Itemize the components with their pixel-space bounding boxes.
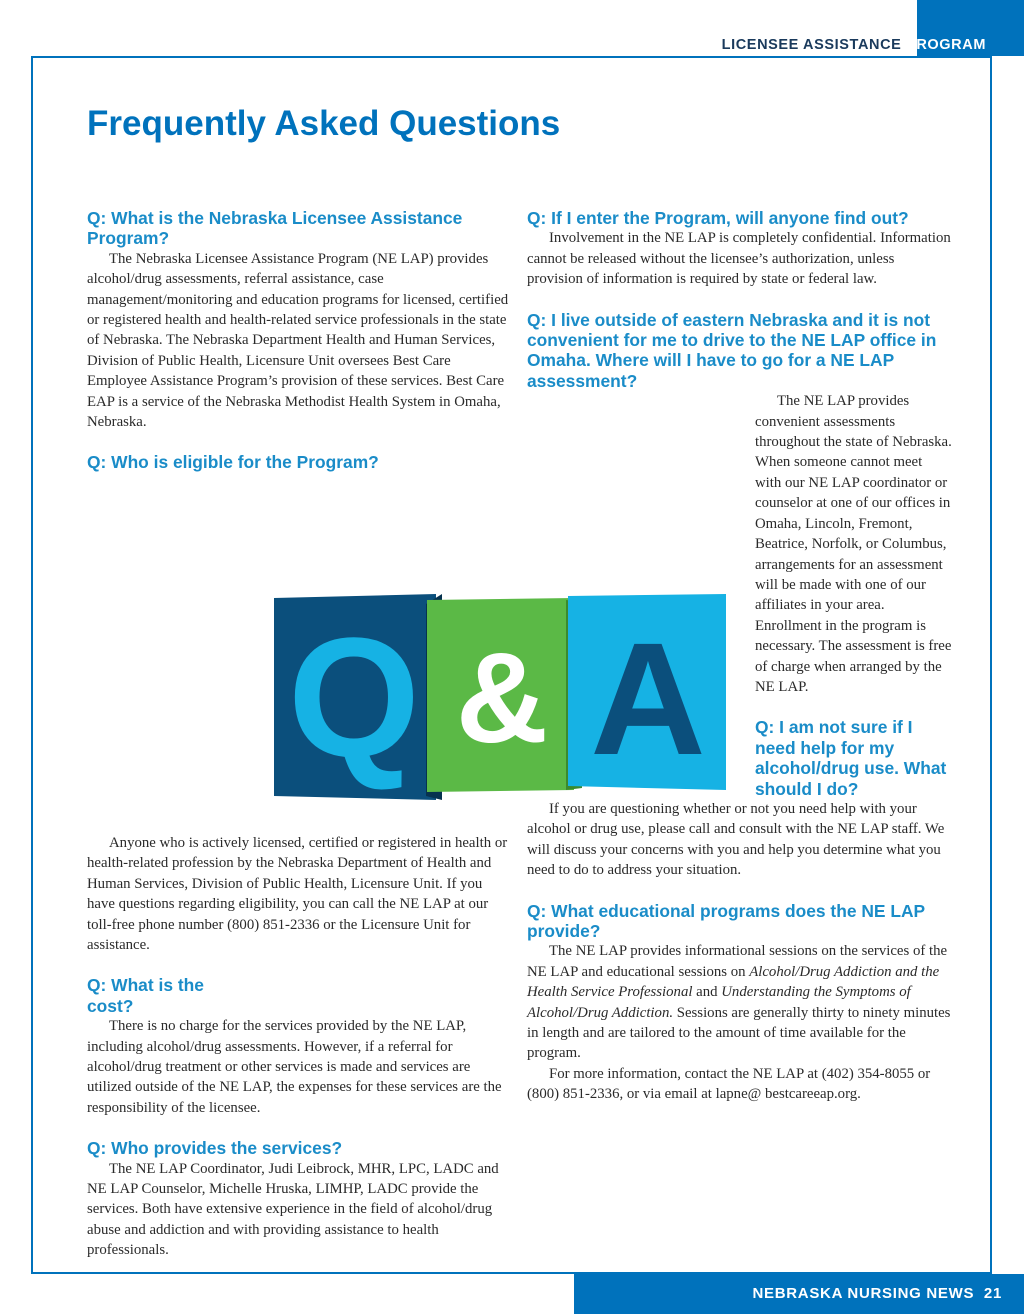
answer-what-is-program: The Nebraska Licensee Assistance Program (NE LAP) provides alcohol/drug assessments, referral assistance, case management/monitoring and education programs for licensed, certified or registered health and health-related service professionals in the state of Nebraska. The Nebraska Department Health and Human Services, Division of Public Health, Licensure Unit oversees Best Care Employee Assistance Program’s provision of these services. Best Care EAP is a service of the Nebraska Methodist Health System in Omaha, Nebraska. (87, 250, 509, 431)
question-what-is-program: Q: What is the Nebraska Licensee Assistance Program? (87, 208, 463, 249)
session-title-1: Alcohol/Drug Addiction and the Health Service Professional (527, 963, 940, 1001)
publication-name: NEBRASKA NURSING NEWS (752, 1285, 975, 1302)
ampersand-glyph: & (455, 627, 549, 770)
answer-who-provides: The NE LAP Coordinator, Judi Leibrock, MHR, LPC, LADC and NE LAP Counselor, Michelle Hruska, LIMHP, LADC provide the services. Both have extensive experience in the field of alcohol/drug abuse and addiction and with providing assistance to health professionals. (87, 1160, 499, 1259)
page-title: Frequently Asked Questions (87, 104, 561, 143)
section-header-main: LICENSEE ASSISTANCE (721, 37, 902, 53)
question-eligibility: Q: Who is eligible for the Program? (87, 452, 379, 473)
question-who-provides: Q: Who provides the services? (87, 1138, 343, 1159)
contact-info: For more information, contact the NE LAP at (402) 354-8055 or (800) 851-2336, or via email at lapne@ bestcareeap.org. (527, 1065, 931, 1103)
answer-educational-connector: and (696, 984, 718, 1001)
answer-outside-eastern-nebraska: The NE LAP provides convenient assessments throughout the state of Nebraska. When someone cannot meet with our NE LAP coordinator or counselor at one of our offices in Omaha, Lincoln, Fremont, Beatrice, Norfolk, or Columbus, arrangements for an assessment will be made with one of our affiliates in your area. Enrollment in the program is necessary. The assessment is free of charge when arranged by the NE LAP. (755, 393, 952, 695)
answer-cost: There is no charge for the services provided by the NE LAP, including alcohol/drug assessments. However, if a referral for alcohol/drug treatment or other services is made and services are utilized outside of the NE LAP, the expenses for these services are the responsibility of the licensee. (87, 1018, 502, 1116)
question-cost: Q: What is the cost? (87, 975, 204, 1016)
a-letter: A (590, 609, 706, 788)
question-outside-eastern-nebraska: Q: I live outside of eastern Nebraska and it is not convenient for me to drive to the NE LAP office in Omaha. Where will I have to go for a NE LAP assessment? (527, 309, 937, 391)
answer-not-sure-need-help: If you are questioning whether or not you need help with your alcohol or drug use, please call and consult with the NE LAP staff. We will discuss your concerns with you and help you determine what you need to do to address your situation. (527, 800, 945, 879)
question-not-sure-need-help: Q: I am not sure if I need help for my alcohol/drug use. What should I do? (755, 717, 947, 799)
question-educational-programs: Q: What educational programs does the NE LAP provide? (527, 900, 925, 941)
page-number: 21 (983, 1285, 1002, 1302)
answer-educational-programs (527, 941, 952, 1063)
answer-eligibility: Anyone who is actively licensed, certified or registered in health or health-related profession by the Nebraska Department of Health and Human Services, Division of Public Health, Licensure Unit. If you have questions regarding eligibility, you can call the NE LAP at our toll-free phone number (800) 851-2336 or the Licensure Unit for assistance. (87, 834, 508, 953)
footer-text (753, 1285, 1003, 1302)
question-anyone-find-out: Q: If I enter the Program, will anyone find out? (527, 208, 909, 228)
footer-bar (574, 1274, 1024, 1314)
answer-educational-end: Sessions are generally thirty to ninety minutes in length and are tailored to the amount of time available for the program. (527, 1004, 951, 1062)
q-and-a-graphic (274, 592, 730, 800)
section-header (722, 37, 986, 53)
answer-educational-intro: The NE LAP provides informational sessions on the services of the NE LAP and educational sessions on (527, 943, 948, 980)
q-letter: Q (287, 603, 421, 793)
session-title-2: Understanding the Symptoms of Alcohol/Drug Addiction. (527, 984, 911, 1021)
section-header-accent: PROGRAM (906, 37, 986, 53)
answer-anyone-find-out: Involvement in the NE LAP is completely confidential. Information cannot be released without the licensee’s authorization, unless provision of information is required by state or federal law. (527, 230, 951, 288)
